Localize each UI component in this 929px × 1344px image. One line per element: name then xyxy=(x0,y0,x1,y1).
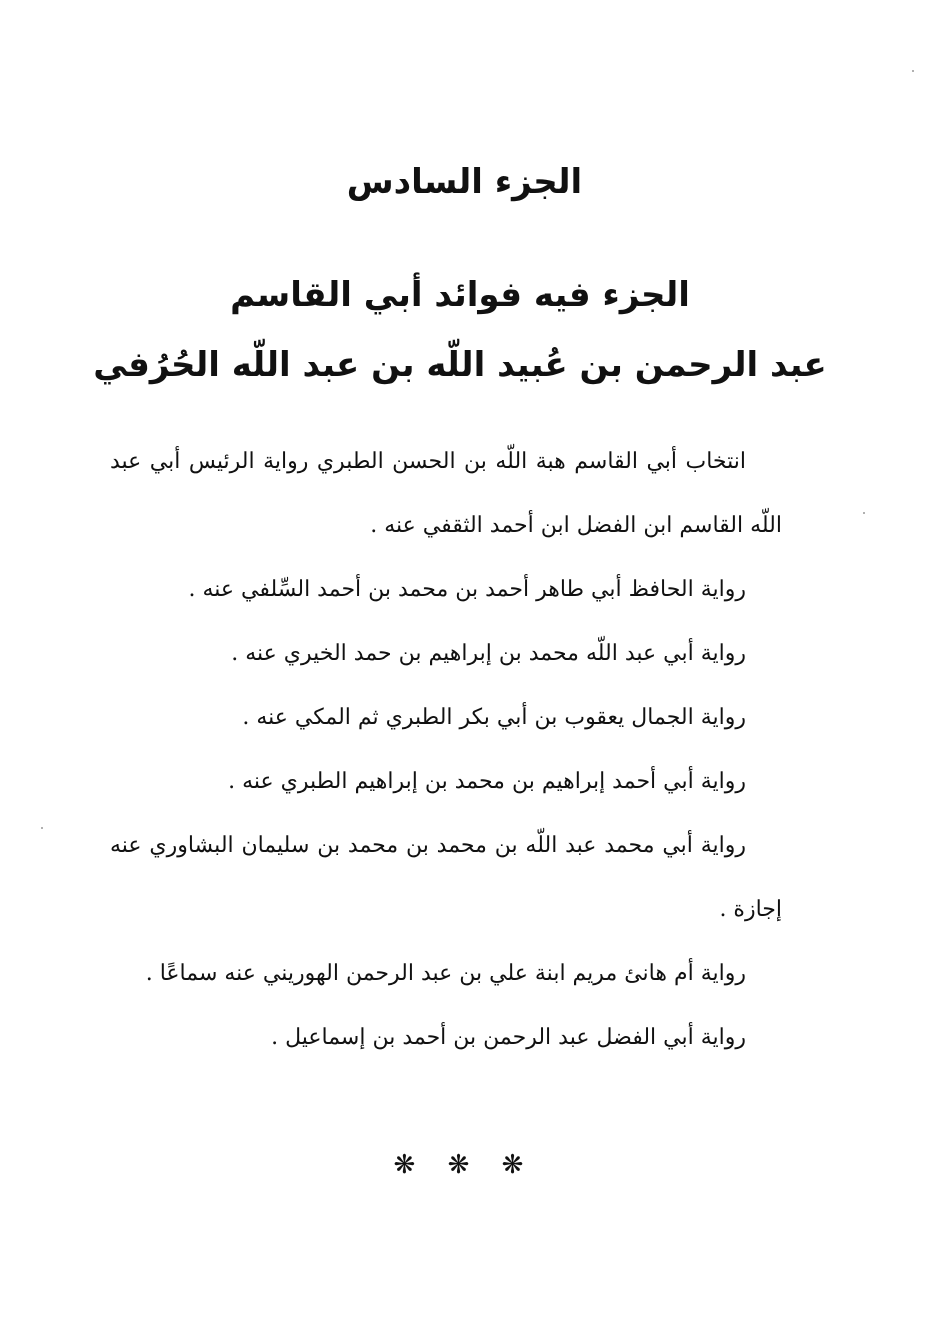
scan-speck xyxy=(41,827,43,829)
paragraph-3: رواية أبي عبد اللّه محمد بن إبراهيم بن حمد الخيري عنه . xyxy=(231,641,746,666)
paragraph-2: رواية الحافظ أبي طاهر أحمد بن محمد بن أحمد السِّلفي عنه . xyxy=(188,577,746,602)
transmission-chain xyxy=(110,430,782,1070)
scan-speck xyxy=(912,70,914,72)
book-title-line-1: الجزء فيه فوائد أبي القاسم xyxy=(230,275,690,315)
book-title xyxy=(90,260,830,400)
paragraph-4: رواية الجمال يعقوب بن أبي بكر الطبري ثم المكي عنه . xyxy=(242,705,746,730)
paragraph-7: رواية أم هانئ مريم ابنة علي بن عبد الرحمن الهوريني عنه سماعًا . xyxy=(145,961,746,986)
section-end-ornament: ❋ ❋ ❋ xyxy=(393,1150,536,1180)
paragraph-1: انتخاب أبي القاسم هبة اللّه بن الحسن الطبري رواية الرئيس أبي عبد اللّه القاسم ابن الفضل ابن أحمد الثقفي عنه . xyxy=(110,449,782,538)
paragraph-6: رواية أبي محمد عبد اللّه بن محمد بن محمد بن سليمان البشاوري عنه إجازة . xyxy=(110,833,782,922)
paragraph-8: رواية أبي الفضل عبد الرحمن بن أحمد بن إسماعيل . xyxy=(271,1025,746,1050)
book-title-line-2: عبد الرحمن بن عُبيد اللّه بن عبد اللّه الحُرُفي xyxy=(93,345,827,385)
scan-speck xyxy=(863,512,865,514)
paragraph-5: رواية أبي أحمد إبراهيم بن محمد بن إبراهيم الطبري عنه . xyxy=(228,769,746,794)
part-title: الجزء السادس xyxy=(346,162,583,202)
